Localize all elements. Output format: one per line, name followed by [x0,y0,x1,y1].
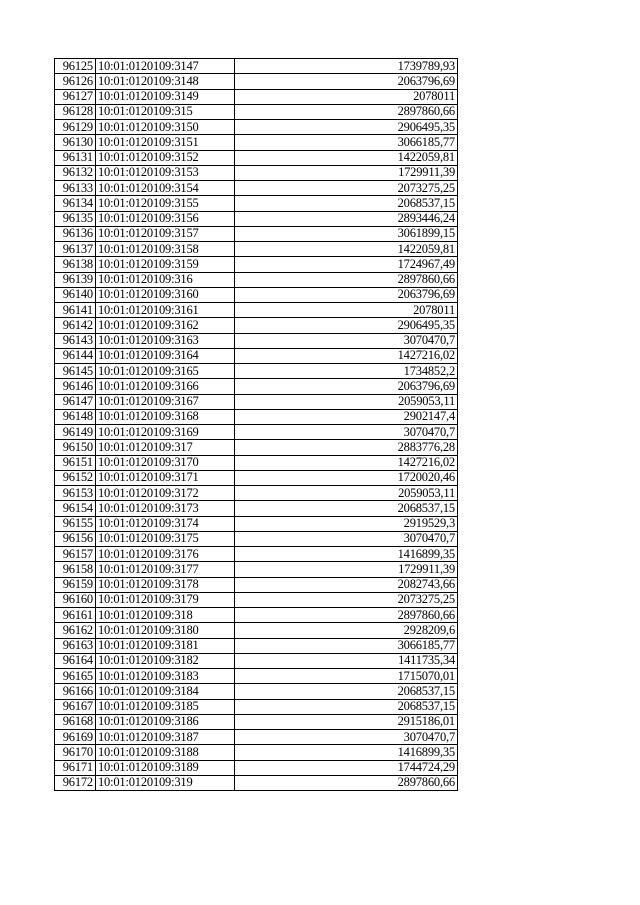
cadastral-number-cell: 10:01:0120109:3185 [96,699,235,714]
row-number-cell: 96136 [55,226,96,241]
cadastral-value-cell: 1715070,01 [235,669,458,684]
table-body [55,59,458,791]
cadastral-number-cell: 10:01:0120109:3187 [96,730,235,745]
cadastral-value-cell: 2906495,35 [235,318,458,333]
table-row [55,303,458,318]
cadastral-number-cell: 10:01:0120109:315 [96,104,235,119]
table-row [55,577,458,592]
table-row [55,608,458,623]
cadastral-value-cell: 2068537,15 [235,684,458,699]
cadastral-value-cell: 3066185,77 [235,638,458,653]
cadastral-value-cell: 1422059,81 [235,150,458,165]
cadastral-value-cell: 2902147,4 [235,409,458,424]
cadastral-value-cell: 2897860,66 [235,608,458,623]
row-number-cell: 96155 [55,516,96,531]
table-row [55,242,458,257]
row-number-cell: 96129 [55,120,96,135]
row-number-cell: 96132 [55,165,96,180]
row-number-cell: 96166 [55,684,96,699]
row-number-cell: 96139 [55,272,96,287]
cadastral-number-cell: 10:01:0120109:316 [96,272,235,287]
table-row [55,318,458,333]
cadastral-value-cell: 2059053,11 [235,486,458,501]
row-number-cell: 96140 [55,287,96,302]
cadastral-value-cell: 3070470,7 [235,425,458,440]
table-row [55,74,458,89]
cadastral-value-cell: 1720020,46 [235,470,458,485]
cadastral-number-cell: 10:01:0120109:3170 [96,455,235,470]
table-row [55,775,458,790]
row-number-cell: 96130 [55,135,96,150]
cadastral-value-cell: 1744724,29 [235,760,458,775]
cadastral-value-cell: 1729911,39 [235,562,458,577]
cadastral-value-cell: 2906495,35 [235,120,458,135]
cadastral-number-cell: 10:01:0120109:3165 [96,364,235,379]
cadastral-value-cell: 1724967,49 [235,257,458,272]
table-row [55,623,458,638]
cadastral-value-cell: 1422059,81 [235,242,458,257]
cadastral-number-cell: 10:01:0120109:3174 [96,516,235,531]
table-row [55,379,458,394]
cadastral-value-cell: 2897860,66 [235,272,458,287]
table-row [55,592,458,607]
table-row [55,211,458,226]
cadastral-number-cell: 10:01:0120109:3169 [96,425,235,440]
row-number-cell: 96171 [55,760,96,775]
table-row [55,104,458,119]
table-row [55,547,458,562]
cadastral-value-cell: 2059053,11 [235,394,458,409]
cadastral-number-cell: 10:01:0120109:3164 [96,348,235,363]
table-row [55,409,458,424]
table-row [55,638,458,653]
cadastral-number-cell: 10:01:0120109:317 [96,440,235,455]
cadastral-number-cell: 10:01:0120109:3168 [96,409,235,424]
row-number-cell: 96167 [55,699,96,714]
row-number-cell: 96128 [55,104,96,119]
cadastral-number-cell: 10:01:0120109:3155 [96,196,235,211]
cadastral-value-cell: 2078011 [235,89,458,104]
table-row [55,135,458,150]
table-row [55,272,458,287]
table-row [55,653,458,668]
cadastral-number-cell: 10:01:0120109:3166 [96,379,235,394]
row-number-cell: 96145 [55,364,96,379]
table-row [55,120,458,135]
row-number-cell: 96149 [55,425,96,440]
cadastral-number-cell: 10:01:0120109:3173 [96,501,235,516]
cadastral-number-cell: 10:01:0120109:3163 [96,333,235,348]
cadastral-number-cell: 10:01:0120109:3184 [96,684,235,699]
cadastral-value-cell: 2919529,3 [235,516,458,531]
cadastral-number-cell: 10:01:0120109:3148 [96,74,235,89]
row-number-cell: 96160 [55,592,96,607]
row-number-cell: 96165 [55,669,96,684]
row-number-cell: 96127 [55,89,96,104]
cadastral-value-cell: 1729911,39 [235,165,458,180]
cadastral-number-cell: 10:01:0120109:3158 [96,242,235,257]
cadastral-value-table [54,58,458,791]
cadastral-value-cell: 2063796,69 [235,379,458,394]
cadastral-value-cell: 1739789,93 [235,59,458,74]
cadastral-value-cell: 2883776,28 [235,440,458,455]
row-number-cell: 96168 [55,714,96,729]
table-row [55,364,458,379]
cadastral-number-cell: 10:01:0120109:3154 [96,181,235,196]
cadastral-number-cell: 10:01:0120109:3161 [96,303,235,318]
table-row [55,89,458,104]
cadastral-number-cell: 10:01:0120109:3181 [96,638,235,653]
table-row [55,470,458,485]
cadastral-value-cell: 2063796,69 [235,74,458,89]
cadastral-number-cell: 10:01:0120109:3179 [96,592,235,607]
cadastral-number-cell: 10:01:0120109:3180 [96,623,235,638]
cadastral-value-cell: 2063796,69 [235,287,458,302]
cadastral-value-cell: 2915186,01 [235,714,458,729]
row-number-cell: 96147 [55,394,96,409]
table-row [55,562,458,577]
cadastral-value-cell: 1416899,35 [235,547,458,562]
cadastral-value-cell: 1411735,34 [235,653,458,668]
table-row [55,348,458,363]
table-row [55,196,458,211]
cadastral-value-cell: 1427216,02 [235,455,458,470]
table-row [55,684,458,699]
table-row [55,287,458,302]
table-row [55,730,458,745]
row-number-cell: 96152 [55,470,96,485]
row-number-cell: 96146 [55,379,96,394]
table-row [55,333,458,348]
cadastral-number-cell: 10:01:0120109:3178 [96,577,235,592]
cadastral-value-cell: 2078011 [235,303,458,318]
table-row [55,501,458,516]
cadastral-number-cell: 10:01:0120109:3162 [96,318,235,333]
cadastral-number-cell: 10:01:0120109:3177 [96,562,235,577]
row-number-cell: 96137 [55,242,96,257]
table-row [55,165,458,180]
cadastral-number-cell: 10:01:0120109:3172 [96,486,235,501]
row-number-cell: 96159 [55,577,96,592]
cadastral-value-cell: 2928209,6 [235,623,458,638]
cadastral-value-cell: 2893446,24 [235,211,458,226]
cadastral-number-cell: 10:01:0120109:319 [96,775,235,790]
cadastral-value-cell: 3066185,77 [235,135,458,150]
row-number-cell: 96169 [55,730,96,745]
cadastral-value-cell: 2068537,15 [235,699,458,714]
cadastral-number-cell: 10:01:0120109:3189 [96,760,235,775]
cadastral-value-cell: 3070470,7 [235,531,458,546]
cadastral-value-cell: 3070470,7 [235,730,458,745]
table-row [55,150,458,165]
row-number-cell: 96142 [55,318,96,333]
row-number-cell: 96153 [55,486,96,501]
cadastral-number-cell: 10:01:0120109:3156 [96,211,235,226]
cadastral-value-cell: 1427216,02 [235,348,458,363]
cadastral-value-cell: 1734852,2 [235,364,458,379]
cadastral-number-cell: 10:01:0120109:318 [96,608,235,623]
row-number-cell: 96141 [55,303,96,318]
cadastral-number-cell: 10:01:0120109:3171 [96,470,235,485]
table-row [55,59,458,74]
cadastral-number-cell: 10:01:0120109:3183 [96,669,235,684]
table-row [55,745,458,760]
cadastral-value-cell: 2897860,66 [235,775,458,790]
cadastral-number-cell: 10:01:0120109:3188 [96,745,235,760]
cadastral-number-cell: 10:01:0120109:3157 [96,226,235,241]
cadastral-number-cell: 10:01:0120109:3167 [96,394,235,409]
table-row [55,486,458,501]
cadastral-value-cell: 2073275,25 [235,592,458,607]
row-number-cell: 96163 [55,638,96,653]
cadastral-value-cell: 3070470,7 [235,333,458,348]
row-number-cell: 96135 [55,211,96,226]
table-row [55,714,458,729]
row-number-cell: 96156 [55,531,96,546]
table-row [55,516,458,531]
cadastral-number-cell: 10:01:0120109:3160 [96,287,235,302]
table-row [55,699,458,714]
cadastral-value-cell: 2068537,15 [235,196,458,211]
cadastral-number-cell: 10:01:0120109:3150 [96,120,235,135]
row-number-cell: 96126 [55,74,96,89]
cadastral-value-cell: 2897860,66 [235,104,458,119]
table-row [55,455,458,470]
row-number-cell: 96157 [55,547,96,562]
row-number-cell: 96144 [55,348,96,363]
cadastral-number-cell: 10:01:0120109:3175 [96,531,235,546]
row-number-cell: 96161 [55,608,96,623]
row-number-cell: 96133 [55,181,96,196]
cadastral-number-cell: 10:01:0120109:3153 [96,165,235,180]
table-row [55,181,458,196]
row-number-cell: 96150 [55,440,96,455]
row-number-cell: 96164 [55,653,96,668]
row-number-cell: 96162 [55,623,96,638]
row-number-cell: 96134 [55,196,96,211]
cadastral-value-cell: 3061899,15 [235,226,458,241]
cadastral-value-cell: 2073275,25 [235,181,458,196]
table-row [55,425,458,440]
row-number-cell: 96154 [55,501,96,516]
table-row [55,669,458,684]
row-number-cell: 96148 [55,409,96,424]
row-number-cell: 96125 [55,59,96,74]
table-row [55,760,458,775]
cadastral-number-cell: 10:01:0120109:3186 [96,714,235,729]
row-number-cell: 96138 [55,257,96,272]
cadastral-value-cell: 2082743,66 [235,577,458,592]
table-row [55,394,458,409]
row-number-cell: 96143 [55,333,96,348]
table-row [55,226,458,241]
row-number-cell: 96158 [55,562,96,577]
table-row [55,257,458,272]
row-number-cell: 96172 [55,775,96,790]
cadastral-number-cell: 10:01:0120109:3176 [96,547,235,562]
cadastral-number-cell: 10:01:0120109:3151 [96,135,235,150]
cadastral-number-cell: 10:01:0120109:3159 [96,257,235,272]
cadastral-number-cell: 10:01:0120109:3182 [96,653,235,668]
row-number-cell: 96131 [55,150,96,165]
cadastral-value-cell: 2068537,15 [235,501,458,516]
cadastral-number-cell: 10:01:0120109:3149 [96,89,235,104]
row-number-cell: 96151 [55,455,96,470]
cadastral-value-cell: 1416899,35 [235,745,458,760]
cadastral-number-cell: 10:01:0120109:3152 [96,150,235,165]
table-row [55,531,458,546]
row-number-cell: 96170 [55,745,96,760]
table-row [55,440,458,455]
cadastral-number-cell: 10:01:0120109:3147 [96,59,235,74]
